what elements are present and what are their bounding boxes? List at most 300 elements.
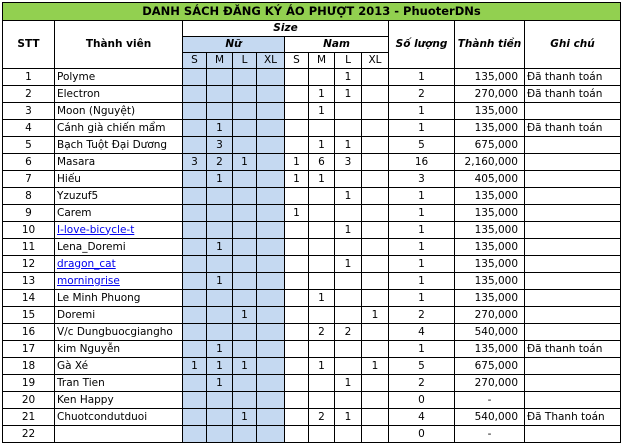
cell-female-s[interactable] bbox=[183, 273, 207, 290]
cell-female-m[interactable] bbox=[207, 86, 233, 103]
cell-note[interactable]: Đã thanh toán bbox=[525, 120, 621, 137]
cell-male-xl[interactable] bbox=[362, 290, 389, 307]
cell-male-m[interactable]: 2 bbox=[309, 409, 335, 426]
cell-quantity[interactable]: 1 bbox=[389, 273, 455, 290]
cell-female-m[interactable]: 2 bbox=[207, 154, 233, 171]
cell-member-name[interactable]: V/c Dungbuocgiangho bbox=[55, 324, 183, 341]
cell-male-m[interactable] bbox=[309, 273, 335, 290]
cell-male-xl[interactable] bbox=[362, 239, 389, 256]
cell-female-m[interactable] bbox=[207, 222, 233, 239]
cell-male-xl[interactable] bbox=[362, 375, 389, 392]
cell-female-xl[interactable] bbox=[257, 137, 285, 154]
cell-male-s[interactable] bbox=[285, 324, 309, 341]
cell-female-xl[interactable] bbox=[257, 409, 285, 426]
cell-female-s[interactable] bbox=[183, 120, 207, 137]
cell-female-s[interactable] bbox=[183, 171, 207, 188]
cell-stt[interactable]: 17 bbox=[3, 341, 55, 358]
cell-note[interactable] bbox=[525, 256, 621, 273]
cell-amount[interactable]: - bbox=[455, 426, 525, 443]
cell-stt[interactable]: 14 bbox=[3, 290, 55, 307]
cell-female-l[interactable] bbox=[233, 69, 257, 86]
cell-member-name[interactable] bbox=[55, 426, 183, 443]
cell-amount[interactable]: 135,000 bbox=[455, 239, 525, 256]
cell-male-xl[interactable]: 1 bbox=[362, 358, 389, 375]
cell-member-name[interactable]: Hiếu bbox=[55, 171, 183, 188]
cell-stt[interactable]: 4 bbox=[3, 120, 55, 137]
cell-male-m[interactable]: 1 bbox=[309, 358, 335, 375]
cell-male-l[interactable]: 1 bbox=[335, 222, 362, 239]
cell-stt[interactable]: 19 bbox=[3, 375, 55, 392]
cell-female-m[interactable]: 1 bbox=[207, 239, 233, 256]
cell-male-s[interactable]: 1 bbox=[285, 171, 309, 188]
header-member[interactable]: Thành viên bbox=[55, 21, 183, 69]
header-stt[interactable]: STT bbox=[3, 21, 55, 69]
cell-note[interactable] bbox=[525, 222, 621, 239]
cell-female-xl[interactable] bbox=[257, 375, 285, 392]
cell-female-s[interactable] bbox=[183, 324, 207, 341]
cell-female-m[interactable] bbox=[207, 69, 233, 86]
cell-male-s[interactable] bbox=[285, 120, 309, 137]
cell-male-xl[interactable] bbox=[362, 171, 389, 188]
cell-female-s[interactable] bbox=[183, 188, 207, 205]
cell-female-l[interactable]: 1 bbox=[233, 409, 257, 426]
cell-female-m[interactable]: 3 bbox=[207, 137, 233, 154]
cell-female-s[interactable]: 1 bbox=[183, 358, 207, 375]
cell-male-l[interactable] bbox=[335, 205, 362, 222]
cell-quantity[interactable]: 0 bbox=[389, 392, 455, 409]
cell-female-l[interactable]: 1 bbox=[233, 154, 257, 171]
cell-male-s[interactable] bbox=[285, 409, 309, 426]
cell-male-s[interactable] bbox=[285, 137, 309, 154]
cell-female-s[interactable] bbox=[183, 222, 207, 239]
cell-male-l[interactable] bbox=[335, 239, 362, 256]
header-male[interactable]: Nam bbox=[285, 37, 389, 53]
cell-stt[interactable]: 21 bbox=[3, 409, 55, 426]
cell-quantity[interactable]: 1 bbox=[389, 256, 455, 273]
cell-female-m[interactable] bbox=[207, 307, 233, 324]
cell-female-l[interactable] bbox=[233, 290, 257, 307]
cell-quantity[interactable]: 2 bbox=[389, 86, 455, 103]
cell-member-name[interactable]: Doremi bbox=[55, 307, 183, 324]
cell-male-m[interactable] bbox=[309, 426, 335, 443]
cell-male-xl[interactable] bbox=[362, 392, 389, 409]
cell-amount[interactable]: - bbox=[455, 392, 525, 409]
sheet-title[interactable]: DANH SÁCH ĐĂNG KÝ ÁO PHƯỢT 2013 - PhuoterDNs bbox=[3, 3, 621, 21]
cell-note[interactable] bbox=[525, 358, 621, 375]
cell-male-m[interactable]: 1 bbox=[309, 86, 335, 103]
cell-male-m[interactable] bbox=[309, 392, 335, 409]
cell-male-m[interactable]: 1 bbox=[309, 171, 335, 188]
cell-female-l[interactable] bbox=[233, 426, 257, 443]
cell-note[interactable] bbox=[525, 307, 621, 324]
cell-male-l[interactable] bbox=[335, 392, 362, 409]
cell-male-m[interactable] bbox=[309, 222, 335, 239]
cell-male-l[interactable] bbox=[335, 290, 362, 307]
cell-female-xl[interactable] bbox=[257, 324, 285, 341]
cell-female-xl[interactable] bbox=[257, 239, 285, 256]
cell-male-s[interactable] bbox=[285, 426, 309, 443]
cell-amount[interactable]: 270,000 bbox=[455, 375, 525, 392]
cell-stt[interactable]: 16 bbox=[3, 324, 55, 341]
cell-member-name[interactable]: Chuotcondutduoi bbox=[55, 409, 183, 426]
cell-stt[interactable]: 5 bbox=[3, 137, 55, 154]
cell-amount[interactable]: 270,000 bbox=[455, 307, 525, 324]
cell-male-s[interactable] bbox=[285, 358, 309, 375]
cell-quantity[interactable]: 1 bbox=[389, 239, 455, 256]
cell-amount[interactable]: 135,000 bbox=[455, 256, 525, 273]
cell-female-l[interactable] bbox=[233, 239, 257, 256]
cell-male-xl[interactable] bbox=[362, 409, 389, 426]
cell-male-m[interactable]: 1 bbox=[309, 137, 335, 154]
cell-amount[interactable]: 135,000 bbox=[455, 120, 525, 137]
cell-male-l[interactable]: 3 bbox=[335, 154, 362, 171]
cell-male-m[interactable] bbox=[309, 188, 335, 205]
cell-male-s[interactable] bbox=[285, 103, 309, 120]
cell-member-name[interactable]: Yzuzuf5 bbox=[55, 188, 183, 205]
header-size-female-xl[interactable]: XL bbox=[257, 53, 285, 69]
cell-quantity[interactable]: 1 bbox=[389, 205, 455, 222]
header-quantity[interactable]: Số lượng bbox=[389, 21, 455, 69]
cell-note[interactable] bbox=[525, 103, 621, 120]
cell-male-m[interactable]: 1 bbox=[309, 290, 335, 307]
cell-quantity[interactable]: 5 bbox=[389, 358, 455, 375]
cell-male-m[interactable] bbox=[309, 256, 335, 273]
cell-stt[interactable]: 2 bbox=[3, 86, 55, 103]
cell-amount[interactable]: 2,160,000 bbox=[455, 154, 525, 171]
cell-female-s[interactable] bbox=[183, 290, 207, 307]
cell-member-name[interactable]: Moon (Nguyệt) bbox=[55, 103, 183, 120]
cell-male-s[interactable] bbox=[285, 222, 309, 239]
cell-female-xl[interactable] bbox=[257, 86, 285, 103]
cell-amount[interactable]: 135,000 bbox=[455, 290, 525, 307]
cell-male-s[interactable]: 1 bbox=[285, 205, 309, 222]
cell-male-m[interactable] bbox=[309, 120, 335, 137]
cell-male-xl[interactable] bbox=[362, 273, 389, 290]
cell-male-s[interactable]: 1 bbox=[285, 154, 309, 171]
cell-female-xl[interactable] bbox=[257, 222, 285, 239]
cell-note[interactable] bbox=[525, 273, 621, 290]
cell-quantity[interactable]: 3 bbox=[389, 171, 455, 188]
cell-male-s[interactable] bbox=[285, 273, 309, 290]
cell-female-m[interactable] bbox=[207, 103, 233, 120]
cell-member-name[interactable]: Bạch Tuột Đại Dương bbox=[55, 137, 183, 154]
cell-female-m[interactable]: 1 bbox=[207, 375, 233, 392]
cell-female-xl[interactable] bbox=[257, 188, 285, 205]
cell-female-l[interactable] bbox=[233, 120, 257, 137]
cell-amount[interactable]: 270,000 bbox=[455, 86, 525, 103]
cell-quantity[interactable]: 1 bbox=[389, 222, 455, 239]
cell-male-l[interactable] bbox=[335, 341, 362, 358]
cell-amount[interactable]: 405,000 bbox=[455, 171, 525, 188]
cell-member-name[interactable]: Cánh già chiến mẩm bbox=[55, 120, 183, 137]
cell-amount[interactable]: 675,000 bbox=[455, 358, 525, 375]
cell-note[interactable] bbox=[525, 171, 621, 188]
cell-female-s[interactable] bbox=[183, 103, 207, 120]
cell-female-l[interactable]: 1 bbox=[233, 358, 257, 375]
cell-male-s[interactable] bbox=[285, 392, 309, 409]
cell-male-l[interactable] bbox=[335, 426, 362, 443]
cell-male-s[interactable] bbox=[285, 188, 309, 205]
cell-female-s[interactable] bbox=[183, 375, 207, 392]
cell-amount[interactable]: 135,000 bbox=[455, 273, 525, 290]
cell-female-xl[interactable] bbox=[257, 171, 285, 188]
cell-female-xl[interactable] bbox=[257, 154, 285, 171]
cell-female-s[interactable] bbox=[183, 69, 207, 86]
cell-female-m[interactable] bbox=[207, 409, 233, 426]
cell-female-xl[interactable] bbox=[257, 426, 285, 443]
cell-female-m[interactable]: 1 bbox=[207, 273, 233, 290]
cell-quantity[interactable]: 4 bbox=[389, 324, 455, 341]
cell-stt[interactable]: 1 bbox=[3, 69, 55, 86]
cell-male-xl[interactable]: 1 bbox=[362, 307, 389, 324]
cell-stt[interactable]: 22 bbox=[3, 426, 55, 443]
cell-female-s[interactable] bbox=[183, 341, 207, 358]
cell-female-m[interactable] bbox=[207, 205, 233, 222]
cell-male-l[interactable]: 1 bbox=[335, 256, 362, 273]
cell-stt[interactable]: 20 bbox=[3, 392, 55, 409]
cell-member-name[interactable]: Le Minh Phuong bbox=[55, 290, 183, 307]
cell-stt[interactable]: 7 bbox=[3, 171, 55, 188]
header-size-male-s[interactable]: S bbox=[285, 53, 309, 69]
cell-member-name[interactable]: dragon_cat bbox=[55, 256, 183, 273]
cell-male-s[interactable] bbox=[285, 375, 309, 392]
cell-male-l[interactable]: 1 bbox=[335, 188, 362, 205]
header-size-female-m[interactable]: M bbox=[207, 53, 233, 69]
cell-note[interactable] bbox=[525, 188, 621, 205]
cell-note[interactable] bbox=[525, 392, 621, 409]
cell-note[interactable] bbox=[525, 375, 621, 392]
cell-female-l[interactable] bbox=[233, 324, 257, 341]
cell-quantity[interactable]: 0 bbox=[389, 426, 455, 443]
cell-stt[interactable]: 12 bbox=[3, 256, 55, 273]
cell-member-name[interactable]: Carem bbox=[55, 205, 183, 222]
cell-male-l[interactable]: 2 bbox=[335, 324, 362, 341]
cell-female-l[interactable] bbox=[233, 103, 257, 120]
cell-male-xl[interactable] bbox=[362, 103, 389, 120]
cell-male-xl[interactable] bbox=[362, 154, 389, 171]
header-size-male-xl[interactable]: XL bbox=[362, 53, 389, 69]
cell-female-m[interactable] bbox=[207, 256, 233, 273]
header-size-female-l[interactable]: L bbox=[233, 53, 257, 69]
cell-female-xl[interactable] bbox=[257, 307, 285, 324]
cell-male-l[interactable] bbox=[335, 103, 362, 120]
cell-amount[interactable]: 675,000 bbox=[455, 137, 525, 154]
cell-female-xl[interactable] bbox=[257, 69, 285, 86]
cell-male-m[interactable] bbox=[309, 239, 335, 256]
cell-female-m[interactable] bbox=[207, 290, 233, 307]
cell-male-s[interactable] bbox=[285, 69, 309, 86]
cell-female-s[interactable] bbox=[183, 307, 207, 324]
cell-female-m[interactable] bbox=[207, 426, 233, 443]
cell-note[interactable]: Đã thanh toán bbox=[525, 341, 621, 358]
header-size[interactable]: Size bbox=[183, 21, 389, 37]
cell-male-s[interactable] bbox=[285, 239, 309, 256]
cell-amount[interactable]: 135,000 bbox=[455, 103, 525, 120]
cell-note[interactable] bbox=[525, 239, 621, 256]
cell-male-xl[interactable] bbox=[362, 256, 389, 273]
cell-male-xl[interactable] bbox=[362, 69, 389, 86]
cell-amount[interactable]: 135,000 bbox=[455, 341, 525, 358]
cell-female-xl[interactable] bbox=[257, 341, 285, 358]
cell-female-m[interactable]: 1 bbox=[207, 358, 233, 375]
cell-member-name[interactable]: Masara bbox=[55, 154, 183, 171]
cell-male-xl[interactable] bbox=[362, 120, 389, 137]
cell-female-xl[interactable] bbox=[257, 358, 285, 375]
cell-male-m[interactable] bbox=[309, 341, 335, 358]
cell-amount[interactable]: 540,000 bbox=[455, 324, 525, 341]
cell-female-m[interactable]: 1 bbox=[207, 120, 233, 137]
cell-female-l[interactable] bbox=[233, 341, 257, 358]
cell-male-m[interactable]: 1 bbox=[309, 103, 335, 120]
cell-male-xl[interactable] bbox=[362, 86, 389, 103]
cell-member-name[interactable]: Tran Tien bbox=[55, 375, 183, 392]
cell-amount[interactable]: 135,000 bbox=[455, 205, 525, 222]
cell-quantity[interactable]: 2 bbox=[389, 375, 455, 392]
cell-female-m[interactable] bbox=[207, 392, 233, 409]
cell-note[interactable]: Đã thanh toán bbox=[525, 86, 621, 103]
cell-female-xl[interactable] bbox=[257, 256, 285, 273]
cell-male-xl[interactable] bbox=[362, 341, 389, 358]
cell-quantity[interactable]: 5 bbox=[389, 137, 455, 154]
cell-quantity[interactable]: 1 bbox=[389, 188, 455, 205]
cell-female-l[interactable] bbox=[233, 86, 257, 103]
cell-stt[interactable]: 10 bbox=[3, 222, 55, 239]
cell-male-xl[interactable] bbox=[362, 205, 389, 222]
cell-note[interactable] bbox=[525, 154, 621, 171]
cell-stt[interactable]: 13 bbox=[3, 273, 55, 290]
header-amount[interactable]: Thành tiền bbox=[455, 21, 525, 69]
cell-amount[interactable]: 540,000 bbox=[455, 409, 525, 426]
cell-member-name[interactable]: kim Nguyễn bbox=[55, 341, 183, 358]
cell-female-m[interactable] bbox=[207, 188, 233, 205]
cell-female-s[interactable] bbox=[183, 137, 207, 154]
cell-female-xl[interactable] bbox=[257, 205, 285, 222]
cell-stt[interactable]: 18 bbox=[3, 358, 55, 375]
cell-female-s[interactable] bbox=[183, 205, 207, 222]
header-size-male-l[interactable]: L bbox=[335, 53, 362, 69]
cell-amount[interactable]: 135,000 bbox=[455, 69, 525, 86]
cell-member-name[interactable]: Gà Xé bbox=[55, 358, 183, 375]
cell-note[interactable] bbox=[525, 137, 621, 154]
cell-member-name[interactable]: I-love-bicycle-t bbox=[55, 222, 183, 239]
cell-member-name[interactable]: Ken Happy bbox=[55, 392, 183, 409]
cell-male-l[interactable] bbox=[335, 358, 362, 375]
cell-male-l[interactable]: 1 bbox=[335, 137, 362, 154]
cell-note[interactable] bbox=[525, 324, 621, 341]
cell-male-l[interactable] bbox=[335, 307, 362, 324]
cell-quantity[interactable]: 16 bbox=[389, 154, 455, 171]
cell-stt[interactable]: 3 bbox=[3, 103, 55, 120]
cell-male-l[interactable] bbox=[335, 273, 362, 290]
cell-stt[interactable]: 11 bbox=[3, 239, 55, 256]
cell-female-m[interactable]: 1 bbox=[207, 341, 233, 358]
cell-note[interactable] bbox=[525, 290, 621, 307]
cell-female-m[interactable] bbox=[207, 324, 233, 341]
cell-member-name[interactable]: morningrise bbox=[55, 273, 183, 290]
cell-female-s[interactable]: 3 bbox=[183, 154, 207, 171]
cell-female-xl[interactable] bbox=[257, 392, 285, 409]
cell-male-s[interactable] bbox=[285, 290, 309, 307]
cell-stt[interactable]: 8 bbox=[3, 188, 55, 205]
cell-quantity[interactable]: 1 bbox=[389, 103, 455, 120]
cell-female-l[interactable] bbox=[233, 205, 257, 222]
cell-female-l[interactable] bbox=[233, 171, 257, 188]
cell-female-s[interactable] bbox=[183, 409, 207, 426]
cell-male-m[interactable] bbox=[309, 307, 335, 324]
cell-note[interactable] bbox=[525, 205, 621, 222]
header-size-male-m[interactable]: M bbox=[309, 53, 335, 69]
cell-member-name[interactable]: Polyme bbox=[55, 69, 183, 86]
cell-stt[interactable]: 9 bbox=[3, 205, 55, 222]
cell-male-xl[interactable] bbox=[362, 188, 389, 205]
cell-member-name[interactable]: Lena_Doremi bbox=[55, 239, 183, 256]
cell-male-l[interactable]: 1 bbox=[335, 375, 362, 392]
cell-female-s[interactable] bbox=[183, 426, 207, 443]
cell-amount[interactable]: 135,000 bbox=[455, 222, 525, 239]
cell-female-l[interactable] bbox=[233, 375, 257, 392]
cell-female-l[interactable]: 1 bbox=[233, 307, 257, 324]
cell-male-xl[interactable] bbox=[362, 222, 389, 239]
cell-quantity[interactable]: 1 bbox=[389, 341, 455, 358]
cell-stt[interactable]: 6 bbox=[3, 154, 55, 171]
header-note[interactable]: Ghi chú bbox=[525, 21, 621, 69]
cell-female-l[interactable] bbox=[233, 273, 257, 290]
cell-female-l[interactable] bbox=[233, 392, 257, 409]
cell-quantity[interactable]: 1 bbox=[389, 69, 455, 86]
cell-female-xl[interactable] bbox=[257, 120, 285, 137]
cell-quantity[interactable]: 4 bbox=[389, 409, 455, 426]
cell-female-l[interactable] bbox=[233, 137, 257, 154]
cell-note[interactable]: Đã Thanh toán bbox=[525, 409, 621, 426]
header-female[interactable]: Nữ bbox=[183, 37, 285, 53]
cell-quantity[interactable]: 2 bbox=[389, 307, 455, 324]
cell-note[interactable]: Đã thanh toán bbox=[525, 69, 621, 86]
cell-male-l[interactable]: 1 bbox=[335, 409, 362, 426]
cell-male-m[interactable] bbox=[309, 69, 335, 86]
cell-female-l[interactable] bbox=[233, 188, 257, 205]
cell-female-l[interactable] bbox=[233, 256, 257, 273]
cell-member-name[interactable]: Electron bbox=[55, 86, 183, 103]
cell-female-xl[interactable] bbox=[257, 290, 285, 307]
cell-amount[interactable]: 135,000 bbox=[455, 188, 525, 205]
cell-female-xl[interactable] bbox=[257, 103, 285, 120]
cell-male-l[interactable] bbox=[335, 171, 362, 188]
cell-male-m[interactable]: 6 bbox=[309, 154, 335, 171]
cell-male-m[interactable]: 2 bbox=[309, 324, 335, 341]
cell-male-m[interactable] bbox=[309, 375, 335, 392]
cell-female-s[interactable] bbox=[183, 392, 207, 409]
cell-male-s[interactable] bbox=[285, 86, 309, 103]
cell-male-l[interactable]: 1 bbox=[335, 69, 362, 86]
cell-note[interactable] bbox=[525, 426, 621, 443]
cell-female-l[interactable] bbox=[233, 222, 257, 239]
cell-female-s[interactable] bbox=[183, 86, 207, 103]
cell-female-xl[interactable] bbox=[257, 273, 285, 290]
cell-female-m[interactable]: 1 bbox=[207, 171, 233, 188]
cell-female-s[interactable] bbox=[183, 256, 207, 273]
cell-female-s[interactable] bbox=[183, 239, 207, 256]
cell-quantity[interactable]: 1 bbox=[389, 290, 455, 307]
cell-male-s[interactable] bbox=[285, 307, 309, 324]
cell-male-xl[interactable] bbox=[362, 426, 389, 443]
cell-male-xl[interactable] bbox=[362, 137, 389, 154]
cell-stt[interactable]: 15 bbox=[3, 307, 55, 324]
cell-male-xl[interactable] bbox=[362, 324, 389, 341]
cell-male-l[interactable]: 1 bbox=[335, 86, 362, 103]
cell-male-s[interactable] bbox=[285, 341, 309, 358]
cell-male-m[interactable] bbox=[309, 205, 335, 222]
cell-male-l[interactable] bbox=[335, 120, 362, 137]
